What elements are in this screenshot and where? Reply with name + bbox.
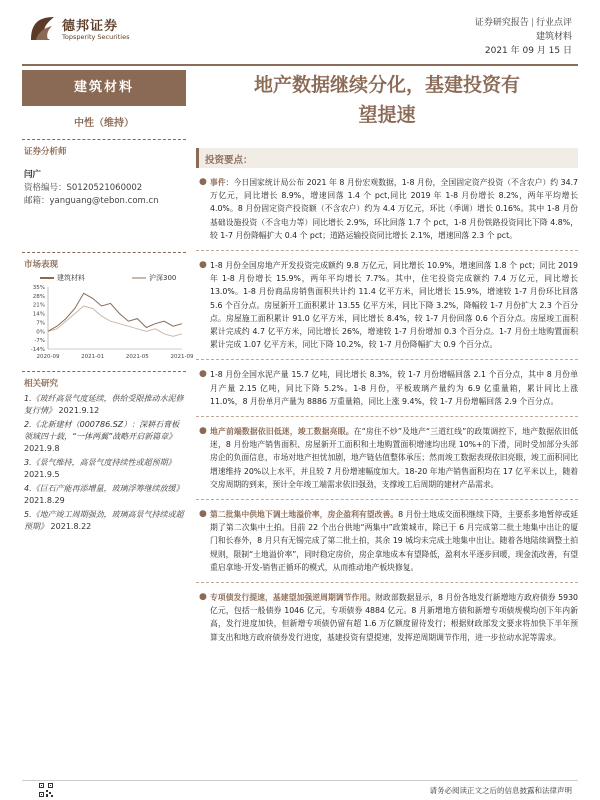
y-tick-label: 14% <box>32 311 45 318</box>
legend-item <box>40 273 85 283</box>
report-meta: 证券研究报告 | 行业点评 建筑材料 2021 年 09 月 15 日 <box>474 18 572 56</box>
report-title: 4.《巨石产能再添增量，玻璃浮筹继续放缓》 <box>24 484 184 493</box>
body-text: 8 月份土地成交面积继续下降，主要系多地暂停或延期了第二次集中土拍。目前 22 个出台供地“两集中”政策城市，除已于 6 月完成第二批土地集中出让的厦门和长春外，8 月只有无锡完成了第二批土拍，其余 19 城均未完成土地集中出让。随着各地陆续调整土拍规则，限制“土地溢价率”，同时稳定房价，房企拿地成本有望降低，盈利水平逐步回暖，现金流改善，有望重启拿地-开发-销售正循环的模式，从而推动地产板块修复。 <box>210 510 579 572</box>
analyst-info <box>24 169 186 208</box>
report-title: 3.《景气维持，高景气度持续性或超预期》 <box>24 458 176 467</box>
x-tick-label: 2021-01 <box>81 354 105 360</box>
report-type: 证券研究报告 <box>474 18 529 28</box>
logo-mark-icon <box>28 14 58 44</box>
key-points-bar <box>196 148 578 168</box>
report-date: 2021.9.5 <box>24 470 60 479</box>
analyst-cert: 资格编号：S0120521060002 <box>24 183 143 193</box>
analyst-section-title: 证券分析师 <box>24 147 67 157</box>
series-line <box>48 306 182 336</box>
paragraph-bonds <box>196 591 578 644</box>
bullet-icon: ● <box>199 509 207 520</box>
market-section-title: 市场表现 <box>24 260 59 270</box>
lead: 事件： <box>210 178 234 187</box>
lead: 专项债发行提速，基建望加强逆周期调节作用。 <box>210 593 376 603</box>
x-tick-label: 2021-05 <box>125 354 149 360</box>
page-footer <box>0 780 600 800</box>
left-sidebar <box>22 70 194 535</box>
company-name-cn: 德邦证券 <box>62 19 119 34</box>
paragraph-land <box>196 508 578 574</box>
y-tick-label: 35% <box>32 285 45 291</box>
report-date: 2021.8.22 <box>50 522 92 531</box>
y-tick-label: 0% <box>36 329 45 336</box>
y-tick-label: 28% <box>32 293 45 300</box>
x-tick-label: 2021-09 <box>170 354 194 360</box>
divider <box>196 582 578 583</box>
divider <box>22 371 186 372</box>
paragraph-cement <box>196 368 578 408</box>
chart-legend <box>22 273 186 285</box>
analyst-email: 邮箱：yanguang@tebon.com.cn <box>24 196 159 206</box>
y-tick-label: -7% <box>34 338 45 345</box>
sector-label: 建筑材料 <box>22 70 186 106</box>
bullet-icon: ● <box>199 177 207 187</box>
body-text: 今日国家统计局公布 2021 年 8 月份宏观数据，1-8 月份，全国固定资产投资（不含农户）约 34.7 万亿元，同比增长 8.9%，增速回落 1.4 个 pct,同比 2019 年 1-8 月份增长 8.2%，两年平均增长 4.0%。8 月份固定资产投资额（不含农户）约为 4.4 万亿元，环比（季调）增长 0.16%。其中 1-8 月份基础设施投资（不含电力等）同比增长 2.9%，环比回落 1.7 个 pct，1-8 月份铁路投资同比下降 4.8%，较 1-7 月份降幅扩大 0.4 个 pct；道路运输投资同比增长 2.1%，增速回落 2.3 个 pct。 <box>210 178 579 240</box>
lead: 地产前端数据依旧低迷，竣工数据亮眼。 <box>210 427 354 437</box>
key-points-label: 投资要点： <box>205 155 253 166</box>
bullet-icon: ● <box>199 592 207 603</box>
paragraph-event <box>196 176 578 242</box>
legend-swatch <box>40 277 54 279</box>
title-line: 地产数据继续分化，基建投资有 <box>253 74 520 96</box>
line-chart <box>22 285 194 363</box>
footer-divider <box>22 780 578 781</box>
related-reports-list <box>24 393 184 533</box>
report-date: 2021.8.29 <box>24 496 65 505</box>
list-item[interactable] <box>24 509 184 533</box>
body-text: 1-8 月份全国水泥产量 15.7 亿吨，同比增长 8.3%，较 1-7 月份增幅回落 2.1 个百分点，其中 8 月份单月产量 2.15 亿吨，同比下降 5.2%。1-8 月份，平板玻璃产量约为 6.9 亿重量箱，累计同比上涨 11.0%，8 月份单月产量为 8886 万重量箱，同比上涨 9.4%，较 1-7 月份增幅回落 2.9 个百分点。 <box>210 370 578 406</box>
header-divider <box>22 64 578 66</box>
report-title <box>196 70 578 130</box>
bullet-icon: ● <box>199 369 207 380</box>
industry-comment: 行业点评 <box>535 18 572 28</box>
legend-label: 建筑材料 <box>57 274 85 282</box>
y-tick-label: 7% <box>36 320 45 327</box>
related-section-title: 相关研究 <box>24 379 59 389</box>
report-date: 2021 年 09 月 15 日 <box>484 46 572 56</box>
y-tick-label: 21% <box>32 302 45 309</box>
legend-swatch <box>132 277 146 279</box>
bullet-icon: ● <box>199 426 207 437</box>
report-title: 1.《玻纤高景气度延续，供给受限推动水泥修复行情》 <box>24 394 184 415</box>
company-name-en: Topsperity Securities <box>62 33 130 41</box>
header-sector: 建筑材料 <box>535 32 572 42</box>
divider <box>22 252 186 253</box>
paragraph-realestate <box>196 259 578 351</box>
legend-label: 沪深300 <box>149 274 177 282</box>
y-tick-label: -14% <box>30 347 45 353</box>
report-title: 2.《北新建材（000786.SZ）：深耕石膏板领域四十载，“一体两翼”战略开启新篇章》 <box>24 420 180 441</box>
divider <box>196 359 578 360</box>
body-text: 在“房住不炒”及地产“三道红线”的政策调控下，地产数据依旧低迷，8 月份地产销售面积、房屋新开工面积和土地购置面积增速均出现 10%+的下滑，同时受加部分头部房企的负面信息，市场对地产担忧加剧，地产链估值整体承压；然而竣工数据表现依旧亮眼，竣工面积同比增速维持 20%以上水平，并且较 7 月份增速幅度加大。18-20 年地产销售面积均在 17 亿平米以上，随着交房周期的到来，预计全年竣工端需求依旧强劲，支撑竣工后周期的建材产品需求。 <box>210 427 579 489</box>
main-content <box>196 70 578 644</box>
legend-item <box>132 273 176 283</box>
x-tick-label: 2020-09 <box>36 354 60 360</box>
title-line: 望提速 <box>358 104 416 126</box>
analyst-name: 闫广 <box>24 170 42 180</box>
paragraph-completion <box>196 425 578 491</box>
divider <box>196 499 578 500</box>
disclaimer: 请务必阅读正文之后的信息披露和法律声明 <box>429 786 572 795</box>
report-header <box>0 0 600 62</box>
qr-code-icon <box>38 782 54 798</box>
list-item[interactable] <box>24 457 184 481</box>
market-chart <box>22 273 194 363</box>
divider <box>196 250 578 251</box>
divider <box>196 416 578 417</box>
body-text: 财政部数据显示，8 月份各地发行新增地方政府债券 5930 亿元，包括一般债券 1046 亿元，专项债券 4884 亿元。8 月新增地方债和新增专项债规模均创下年内新高，发行进度加快，但新增专项债仍留有超 1.6 万亿额度留待发行；根据财政部发文要求将加快下半年预算支出和地方政府债券发行进度，基建投资有望提速，发挥逆周期调节作用，进一步拉动水泥等需求。 <box>210 593 578 642</box>
body-text: 1-8 月份全国房地产开发投资完成额约 9.8 万亿元，同比增长 10.9%，增速回落 1.8 个 pct；同比 2019 年 1-8 月份增长 15.9%，两年平均增长 7.7%。其中，住宅投资完成额约 7.4 万亿元，同比增长 13.0%。1-8 月份商品房销售面积共计约 11.4 亿平方米，同比增长 15.9%，增速较 1-7 月份环比回落 5.6 个百分点。房屋新开工面积累计 13.55 亿平方米，同比下降 3.2%，降幅较 1-7 月份扩大 2.3 个百分点。房屋施工面积累计 91.0 亿平方米，同比增长 8.4%，较 1-7 月份回落 0.6 个百分点。房屋竣工面积累计完成约 4.7 亿平方米，同比增长 26%，增速较 1-7 月份增加 0.3 个百分点。1-7 月份土地购置面积累计完成 1.07 亿平方米，同比下降 10.2%，较 1-7 月份降幅扩大 0.9 个百分点。 <box>210 261 578 350</box>
rating: 中性（维持） <box>74 118 134 129</box>
list-item[interactable] <box>24 483 184 507</box>
series-line <box>48 293 182 331</box>
divider <box>22 139 186 140</box>
list-item[interactable] <box>24 419 184 455</box>
report-title: 5.《地产竣工周期强劲，玻璃高景气持续或超预期》 <box>24 510 184 531</box>
company-logo <box>28 14 158 48</box>
report-date: 2021.9.8 <box>24 444 60 453</box>
list-item[interactable] <box>24 393 184 417</box>
bullet-icon: ● <box>199 260 207 271</box>
report-date: 2021.9.12 <box>58 406 100 415</box>
lead: 第二批集中供地下调土地溢价率，房企盈利有望改善。 <box>210 510 399 520</box>
